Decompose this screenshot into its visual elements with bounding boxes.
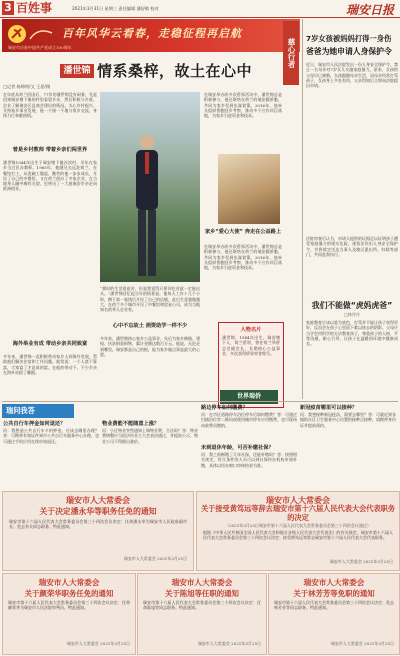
qa-answer-2: 问：小区物业突然通知上调物业费，合法吗？答：物业费调整应当依法经业主大会表决通过，并提前公示，物业公司不得擅自涨价。 <box>102 428 198 444</box>
qa-answer-5: 问：我想接种新冠疫苗，需要去哪里？答：可就近到各镇街社区卫生服务中心设置的接种点接种，请携带身份证并提前预约。 <box>300 412 396 428</box>
notice-signature: 瑞安市人大常委会 2021年3月25日 <box>329 559 393 564</box>
qa-question-2: 物业费能不能随意上涨？ <box>102 421 160 427</box>
commentary-byline: □林丹丹 <box>344 312 360 317</box>
notice-title: 关于陈旭等任职的通知 <box>165 589 239 598</box>
notice-body: 瑞安市第十六届人民代表大会常务委员会第三十四次会议决定：任命陈旭等同志职务。特此通知。 <box>143 600 261 611</box>
notice-org: 瑞安市人大常委会 <box>66 496 130 505</box>
article-col1: 潘世锦1944年出生于瑞安塘下镇沙渎村，早年在家乡当过民办教师。1965年，他随兄长远赴荷兰，在餐馆打工。从洗碗工做起，勤劳的他一步步成长，开设了自己的中餐馆，又在荷兰创办了多家企业，在当地华人圈中颇有名望，也带出了一大批瑞安乡亲走向欧洲创业。 <box>3 160 97 192</box>
right-headline-1: 7岁女孩被妈妈打得一身伤 <box>306 34 392 43</box>
anniversary-banner <box>2 19 300 52</box>
qa-answer-4: 问：我之前断缴了几年社保，还能补缴吗？答：按照相关规定，符合条件的人员可以到社保经办机构申请补缴，具体以经办窗口审核结果为准。 <box>201 452 297 468</box>
portrait-photo <box>100 92 200 282</box>
qa-question-4: 未到退休年龄，可否补缴社保？ <box>201 445 274 451</box>
notice-body: 瑞安市第十六届人民代表大会常务委员会第三十四次会议决定：任命颜荣华为瑞安市人民法院审判员。特此通知。 <box>8 600 130 611</box>
commentary-body: 家庭教育应该以爱为底色，打骂并不能让孩子变得更好，反而会在孩子心里留下难以抹去的阴影。父母应当学会用科学的方法教育孩子，尊重孩子的人格，平等沟通，耐心引导，让孩子在温暖的环境中健康成长。 <box>306 320 398 347</box>
notice-body: 瑞安市第十六届人民代表大会常务委员会第三十四次会议决定：免去林芳芳等同志职务。特此通知。 <box>274 600 394 611</box>
party-emblem-icon <box>6 23 56 45</box>
notice-signature: 瑞安市人大常委会 2021年3月25日 <box>123 556 187 561</box>
column-tag: 慈心行者 <box>283 21 299 85</box>
notice-body: 根据《中华人民共和国全国人民代表大会和地方各级人民代表大会代表法》的有关规定，瑞安市第十六届人民代表大会常务委员会第三十四次会议决定：接受黄笃远等辞去瑞安市第十六届人民代表大会代表职务。 <box>203 530 393 541</box>
profile-body: 潘世锦，1944年出生，瑞安塘下人，荷兰侨领，曾任荷兰华侨总会副会长，长期热心公益事业，多次获得侨界荣誉称号。 <box>222 335 280 356</box>
notice-org: 瑞安市人大常委会 <box>266 496 330 505</box>
right-article-body-2: 法院审查后认为，申请人提供的证据足以证明孩子遭受家庭暴力的现实危险，遂依法作出人身安全保护令，并将裁定送达当事人及辖区派出所、妇联等部门，共同监督执行。 <box>306 236 398 257</box>
subhead-1: 曾是乡村教师 带着乡亲们闯世界 <box>12 147 88 153</box>
inset-photo <box>218 154 280 224</box>
right-article-body: 近日，瑞安市人民法院发出一份人身安全保护令，禁止一名母亲对7岁女儿实施家庭暴力。原来，女孩的父母早已离婚，女孩跟随母亲生活，因母亲经常打骂孩子，女孩身上多处有伤，父亲得知后立即向法院提出申请。 <box>306 62 398 89</box>
notice-subtitle: （2021年3月25日瑞安市第十六届人民代表大会常务委员会第三十四次会议通过） <box>225 523 371 528</box>
notice-1 <box>2 491 194 571</box>
notice-signature: 瑞安市人大常委会 2021年3月25日 <box>197 641 261 646</box>
notice-2 <box>196 491 400 571</box>
article-col2: “那时的生活很艰苦，但是我觉得只要肯吃苦就一定能出头。”潘世锦回忆起当年的情景说。他每天工作十几个小时，攒下第一笔钱后开设了自己的店铺，此后生意越做越大，在荷兰多个城市开设了中餐馆和贸易公司，成为当地知名的华人企业家。 <box>100 286 200 313</box>
article-col3: 在瑞安举办的多次侨界活动中，潘世锦总是积极参与，他还联络在荷兰的瑞安籍侨胞，共同为家乡发展出谋划策。2016年，他牵头组织侨胞回乡考察，推动多个合作项目落地，为家乡引进资金和技术。 <box>204 92 282 119</box>
section-title: 百姓事 <box>16 1 53 15</box>
notice-signature: 瑞安市人大常委会 2021年3月25日 <box>330 641 394 646</box>
page-number: 3 <box>2 1 14 15</box>
notice-5 <box>268 573 400 655</box>
date-line: 2021年3月31日 星期三 责任编辑 潘舒敏 校对 <box>72 6 159 11</box>
subhead-3: 心中不忘故土 捐资助学一样不少 <box>112 323 188 329</box>
notice-org: 瑞安市人大常委会 <box>38 578 100 587</box>
article-tag: 潘世锦 <box>60 64 94 78</box>
world-overseas-stamp: 世界瑞侨 <box>220 390 278 404</box>
subhead-2: 海外举业有成 带动乡亲共同致富 <box>12 341 88 347</box>
notice-title: 关于颜荣华职务任免的通知 <box>24 589 114 598</box>
right-headline-2: 爸爸为她申请人身保护令 <box>306 47 392 56</box>
subhead-4: 家乡“爱心大使” 奔走在公益路上 <box>204 229 282 235</box>
notice-org: 瑞安市人大常委会 <box>303 578 365 587</box>
article-col1b: 多年来，潘世锦一直积极带动家乡人到海外发展，帮助他们解决住宿和工作问题。他常说：一个人富不算富，大家富了才是真的富。在他的带动下，不少乡亲在海外站稳了脚跟。 <box>3 354 97 375</box>
qa-question-1: 公共自行车押金如何退还？ <box>3 421 66 427</box>
person-figure-icon <box>130 132 164 282</box>
notice-title: 关于决定潘永华等职务任免的通知 <box>39 507 157 516</box>
notice-title: 关于林芳芳等免职的通知 <box>293 589 375 598</box>
qa-question-3: 路边停车如何缴费？ <box>201 405 248 411</box>
section-divider <box>2 401 398 402</box>
article-lead: 在年底从荷兰回国后，77岁的潘世锦没有闲着，先是回到瑞安塘下镇的村里看望乡亲，然后积极与乡贤、企业了解瑞安区县商会建设的情况。关心乡村振兴，支持家乡事业发展，他一个接一个地与家乡交流，身体力行奉献热情。 <box>3 92 97 119</box>
banner-subtitle: 瑞安市庆祝中国共产党成立100周年 <box>8 45 72 50</box>
column-divider <box>302 19 303 399</box>
banner-title: 百年风华云看春，走稳征程再启航 <box>62 27 242 40</box>
notice-org: 瑞安市人大常委会 <box>171 578 233 587</box>
profile-title: 人物名片 <box>240 327 262 333</box>
qa-question-5: 新冠疫苗哪里可以接种？ <box>300 405 358 411</box>
qa-column-logo: 瑞问我答 <box>2 404 74 418</box>
page-header <box>0 0 400 18</box>
qa-answer-1: 问：我想退公共自行车卡的押金，应该去哪里办理？答：可携带有效证件到市公共自行车服务中心办理，也可通过手机应用在线申请退还。 <box>3 428 99 444</box>
notice-body: 瑞安市第十六届人民代表大会常务委员会第三十四次会议决定：任命潘永华为瑞安市人民政府副市长；免去有关同志职务。特此通知。 <box>9 519 187 530</box>
notice-signature: 瑞安市人大常委会 2021年3月25日 <box>66 641 130 646</box>
commentary-headline: 我们不能做“虎妈虎爸” <box>311 301 393 310</box>
notice-3 <box>2 573 136 655</box>
masthead-logo: 瑞安日报 <box>345 3 394 17</box>
article-headline: 情系桑梓，故土在心中 <box>97 62 253 80</box>
qa-answer-3: 问：在市区道路停车泊位停车后如何缴费？答：可通过扫描泊位旁二维码或使用城市停车应用缴费，也可现场向收费员缴纳。 <box>201 412 297 428</box>
article-col3b: 在瑞安举办的多次侨界活动中，潘世锦总是积极参与，他还联络在荷兰的瑞安籍侨胞，共同为家乡发展出谋划策。2016年，他牵头组织侨胞回乡考察，推动多个合作项目落地，为家乡引进资金和技术。 <box>204 244 282 271</box>
notice-title: 关于接受黄笃远等辞去瑞安市第十六届人民代表大会代表职务的决定 <box>200 504 396 522</box>
article-byline: □记者 杨锦明/文 王思/摄 <box>3 84 51 89</box>
article-col2b: 多年来，潘世锦热心家乡公益事业，先后为家乡修路、建校、扶贫捐款捐物，累计金额达数百万元。他说，无论走到哪里，瑞安都是自己的根，能为家乡做点事是最大的心愿。 <box>100 336 200 357</box>
notice-4 <box>137 573 267 655</box>
